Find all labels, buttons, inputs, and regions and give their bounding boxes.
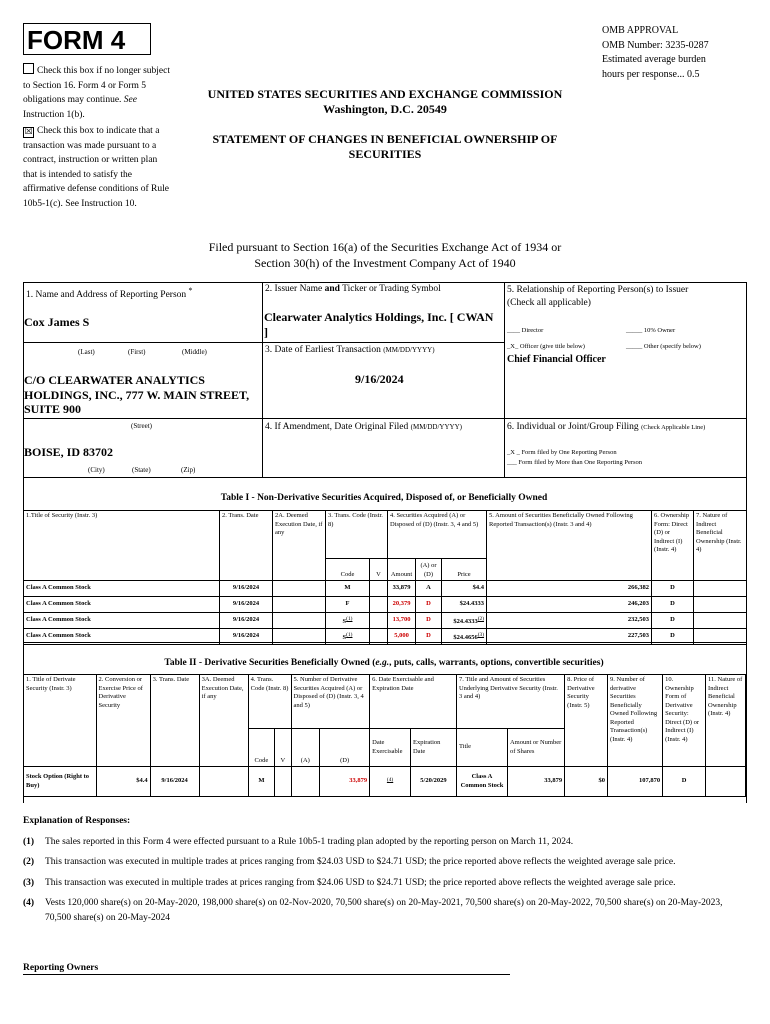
t2-cell-code: M [248,767,275,797]
reporting-owners-heading: Reporting Owners [23,963,510,975]
explanation-section [23,814,743,925]
box3-label-text: 3. Date of Earliest Transaction [265,345,381,355]
code-value: F [345,600,350,608]
footnote-marker: * [188,286,193,295]
t1-cell-owned: 227,503 [487,629,652,645]
t1-h-deemed: 2A. Deemed Execution Date, if any [273,511,326,581]
t1-h-form: 6. Ownership Form: Direct (D) or Indirect (I) (Instr. 4) [652,511,694,581]
t1-cell-title: Class A Common Stock [24,629,220,645]
t2-h-exercisable: 6. Date Exercisable and Expiration Date [370,675,457,729]
footnote-link[interactable]: (1) [346,615,353,622]
t1-cell-code [326,613,370,629]
t2-h-code-sub: Code [248,729,275,767]
table1-title: Table I - Non-Derivative Securities Acquired, Disposed of, or Beneficially Owned [220,493,548,503]
table2 [23,674,746,797]
city-state-zip: BOISE, ID 83702 [24,445,114,459]
last-label: (Last) [78,348,95,356]
t1-cell-nature [694,597,747,613]
t2-cell-date: 9/16/2024 [150,767,199,797]
divider [262,282,263,478]
middle-label: (Middle) [182,348,207,356]
t2-h-underlying: 7. Title and Amount of Securities Underlying Derivative Security (Instr. 3 and 4) [456,675,564,729]
footnote-item [23,835,743,850]
t1-h-price: Price [442,559,487,581]
table-row [24,597,747,613]
box5-label-text: 5. Relationship of Reporting Person(s) to Issuer [507,285,689,295]
t1-cell-ad: D [416,597,442,613]
t2-cell-expiration: 5/20/2029 [410,767,456,797]
10b5-checkbox[interactable]: ☒ [24,127,33,137]
t1-cell-form: D [652,629,694,645]
t1-h-title: 1.Title of Security (Instr. 3) [24,511,220,581]
t1-cell-code [326,597,370,613]
t1-cell-form: D [652,581,694,597]
footnote-item [23,855,743,870]
t1-cell-ad: D [416,613,442,629]
t1-cell-date: 9/16/2024 [220,581,273,597]
t2-h-number: 5. Number of Derivative Securities Acquired (A) or Disposed of (D) (Instr. 3, 4 and 5) [291,675,370,729]
t1-cell-owned: 266,382 [487,581,652,597]
t2-cell-u-title: Class A Common Stock [456,767,507,797]
section16-checkbox[interactable] [23,63,34,74]
t1-cell-ad: D [416,629,442,645]
box6-label [507,422,705,432]
t1-cell-deemed [273,613,326,629]
t1-cell-date: 9/16/2024 [220,629,273,645]
t2-h-u-amount: Amount or Number of Shares [507,729,564,767]
t2-cell-v [275,767,291,797]
date-format: (MM/DD/YYYY) [410,423,462,431]
box3-label [265,345,435,355]
t1-h-amount: Amount [388,559,416,581]
person-name: Cox James S [24,315,90,329]
box4-label [265,422,462,432]
table2-title [23,658,745,668]
footnote-number: (1) [23,836,35,847]
footnote-text: This transaction was executed in multiple trades at prices ranging from $24.03 USD to $24.71 USD; the price reported above reflects the weighted average sale price. [45,857,676,867]
t1-h-date: 2. Trans. Date [220,511,273,581]
t1-cell-nature [694,581,747,597]
rel-other: _____ Other (specify below) [626,343,701,350]
footnote-number: (4) [23,898,35,908]
footnote-number: (3) [23,877,35,888]
price-value: $24.4656 [453,633,478,641]
t2-h-owned: 9. Number of derivative Securities Beneficially Owned Following Reported Transaction(s) (Instr. 4) [608,675,663,767]
t2-h-u-title: Title [456,729,507,767]
t2-h-date: 3. Trans. Date [150,675,199,767]
agency-name [180,87,590,117]
rel-10pct: _____ 10% Owner [626,327,676,334]
t1-cell-date: 9/16/2024 [220,613,273,629]
zip-label: (Zip) [181,466,196,474]
t2-cell-form: D [663,767,706,797]
t2-h-exp: Expiration Date [410,729,456,767]
omb-approval [602,24,762,82]
box6-sub: (Check Applicable Line) [641,424,706,431]
city-label: (City) [88,466,105,474]
t1-cell-v [370,597,388,613]
table-row [24,581,747,597]
t1-h-v: V [370,559,388,581]
price-value: $24.4333 [453,617,478,625]
box2-label-b: Ticker or Trading Symbol [339,284,441,294]
t2-h-deemed: 3A. Deemed Execution Date, if any [199,675,248,767]
table2-title-eg: e.g. [375,658,390,668]
box6-label-text: 6. Individual or Joint/Group Filing [507,422,639,432]
box4-label-text: 4. If Amendment, Date Original Filed [265,422,409,432]
t1-cell-price: $24.4333 [442,597,487,613]
t1-cell-title: Class A Common Stock [24,581,220,597]
first-label: (First) [128,348,146,356]
t2-h-d: (D) [320,729,370,767]
code-value: M [344,584,351,592]
omb-line: Estimated average burden [602,54,706,65]
street-address: C/O CLEARWATER ANALYTICS HOLDINGS, INC., 777 W. MAIN STREET, SUITE 900 [24,373,250,416]
footnote-item [23,896,743,925]
t2-h-title: 1. Title of Derivate Security (Instr. 3) [24,675,97,767]
t1-cell-ad: A [416,581,442,597]
t2-cell-owned: 107,870 [608,767,663,797]
code-value: S [342,633,347,641]
divider [23,342,263,343]
t1-cell-code [326,581,370,597]
t2-h-price: 8. Price of Derivative Security (Instr. 5) [565,675,608,767]
divider [262,418,746,419]
t2-h-conversion: 2. Conversion or Exercise Price of Derivative Security [96,675,150,767]
omb-line: hours per response... 0.5 [602,68,700,80]
t2-cell-exercisable [370,767,411,797]
t1-cell-owned: 246,203 [487,597,652,613]
box2-label-and: and [324,284,340,294]
t2-cell-a [291,767,320,797]
table1 [23,510,747,645]
t1-cell-deemed [273,597,326,613]
filed-line-2: Section 30(h) of the Investment Company Act of 1940 [254,256,516,270]
t2-cell-deemed [199,767,248,797]
date-format: (MM/DD/YYYY) [383,346,435,354]
footnote-item [23,876,743,891]
t1-cell-owned: 232,503 [487,613,652,629]
agency-line: UNITED STATES SECURITIES AND EXCHANGE COMMISSION [207,87,563,101]
rel-director: ____ Director [507,327,544,334]
rel-officer: _X_ Officer (give title below) [507,343,585,350]
t2-cell-d: 33,879 [320,767,370,797]
box1-label [26,286,192,300]
divider [23,418,263,419]
t1-cell-form: D [652,597,694,613]
street-label: (Street) [131,422,152,430]
section16-checkbox-note [23,63,173,122]
t1-h-code-sub: Code [326,559,370,581]
t2-h-code: 4. Trans. Code (Instr. 8) [248,675,291,729]
t1-h-code: 3. Trans. Code (Instr. 8) [326,511,388,559]
t2-cell-title: Stock Option (Right to Buy) [24,767,97,797]
t1-cell-amount: 5,000 [388,629,416,645]
t1-cell-amount: 20,379 [388,597,416,613]
table-row [24,613,747,629]
filed-pursuant [140,239,630,271]
table2-title-a: Table II - Derivative Securities Beneficially Owned ( [164,658,376,668]
t2-cell-dprice: $0 [565,767,608,797]
divider [504,282,505,478]
t2-h-v: V [275,729,291,767]
box5-label [507,284,743,310]
t1-cell-deemed [273,581,326,597]
t1-cell-amount: 13,700 [388,613,416,629]
statement-title: STATEMENT OF CHANGES IN BENEFICIAL OWNERSHIP OF SECURITIES [212,132,558,161]
footnote-text: Vests 120,000 share(s) on 20-May-2020, 198,000 share(s) on 02-Nov-2020, 70,500 share(s) on 20-May-2021, 70,500 share(s) on 20-May-2022, 70,500 share(s) on 20-May-2023, 70,500 share(s) on 20-May-2024 [45,898,723,923]
agency-city: Washington, D.C. 20549 [323,102,447,116]
divider [262,342,505,343]
table-row [24,767,746,797]
state-label: (State) [132,466,151,474]
t1-cell-amount: 33,879 [388,581,416,597]
earliest-date: 9/16/2024 [355,372,404,386]
t1-cell-form: D [652,613,694,629]
t1-cell-nature [694,613,747,629]
omb-line: OMB Number: 3235-0287 [602,39,709,51]
footnote-link[interactable]: (1) [346,631,353,638]
t1-h-securities: 4. Securities Acquired (A) or Disposed of (D) (Instr. 3, 4 and 5) [388,511,487,559]
10b5-checkbox-note [23,124,173,211]
t1-h-nature: 7. Nature of Indirect Beneficial Ownership (Instr. 4) [694,511,747,581]
filed-line-1: Filed pursuant to Section 16(a) of the Securities Exchange Act of 1934 or [208,240,562,254]
form-title: FORM 4 [23,23,151,55]
t2-cell-u-amount: 33,879 [507,767,564,797]
10b5-label: Check this box to indicate that a transaction was made pursuant to a contract, instruction or written plan that is intended to satisfy the affirmative defense conditions of Rule 10b5-1(c). See Instruction 10. [23,126,169,209]
t2-cell-conversion: $4.4 [96,767,150,797]
filing-one: _X _ Form filed by One Reporting Person [507,449,617,456]
t1-cell-date: 9/16/2024 [220,597,273,613]
section16-label: Check this box if no longer subject to Section 16. Form 4 or Form 5 obligations may continue. [23,66,170,105]
t1-cell-v [370,581,388,597]
box2-label-a: 2. Issuer Name [265,284,325,294]
t1-cell-price: $4.4 [442,581,487,597]
t2-cell-nature [706,767,746,797]
box5-sub: (Check all applicable) [507,298,591,308]
issuer-name: Clearwater Analytics Holdings, Inc. [ CWAN ] [264,310,494,339]
see-label: See [123,95,137,105]
footnote-text: This transaction was executed in multiple trades at prices ranging from $24.06 USD to $24.71 USD; the price reported above reflects the weighted average sale price. [45,877,676,888]
t1-h-aord: (A) or (D) [416,559,442,581]
t1-cell-v [370,613,388,629]
box2-label [265,284,441,294]
footnote-text: The sales reported in this Form 4 were effected pursuant to a Rule 10b5-1 trading plan adopted by the reporting person on March 11, 2024. [45,836,574,847]
instruction-label: Instruction 1(b). [23,109,85,120]
t1-cell-title: Class A Common Stock [24,613,220,629]
officer-title: Chief Financial Officer [507,354,606,365]
table2-title-b: , puts, calls, warrants, options, convertible securities) [389,658,604,668]
filing-more: ___ Form filed by More than One Reporting Person [507,459,643,466]
t2-h-form: 10. Ownership Form of Derivative Security: Direct (D) or Indirect (I) (Instr. 4) [663,675,706,767]
t2-h-a: (A) [291,729,320,767]
t2-h-date-ex: Date Exercisable [370,729,411,767]
explanation-heading: Explanation of Responses: [23,816,131,826]
code-value: S [342,617,347,625]
t2-h-nature: 11. Nature of Indirect Beneficial Ownership (Instr. 4) [706,675,746,767]
omb-line: OMB APPROVAL [602,25,679,36]
footnote-number: (2) [23,857,35,867]
t1-cell-title: Class A Common Stock [24,597,220,613]
t1-h-owned: 5. Amount of Securities Beneficially Owned Following Reported Transaction(s) (Instr. 3 and 4) [487,511,652,581]
t1-cell-price [442,613,487,629]
box1-label-text: 1. Name and Address of Reporting Person [26,290,187,301]
footnote-link[interactable]: (4) [386,776,394,783]
footnote-link[interactable]: (2) [477,615,485,622]
footnote-link[interactable]: (3) [477,631,485,638]
